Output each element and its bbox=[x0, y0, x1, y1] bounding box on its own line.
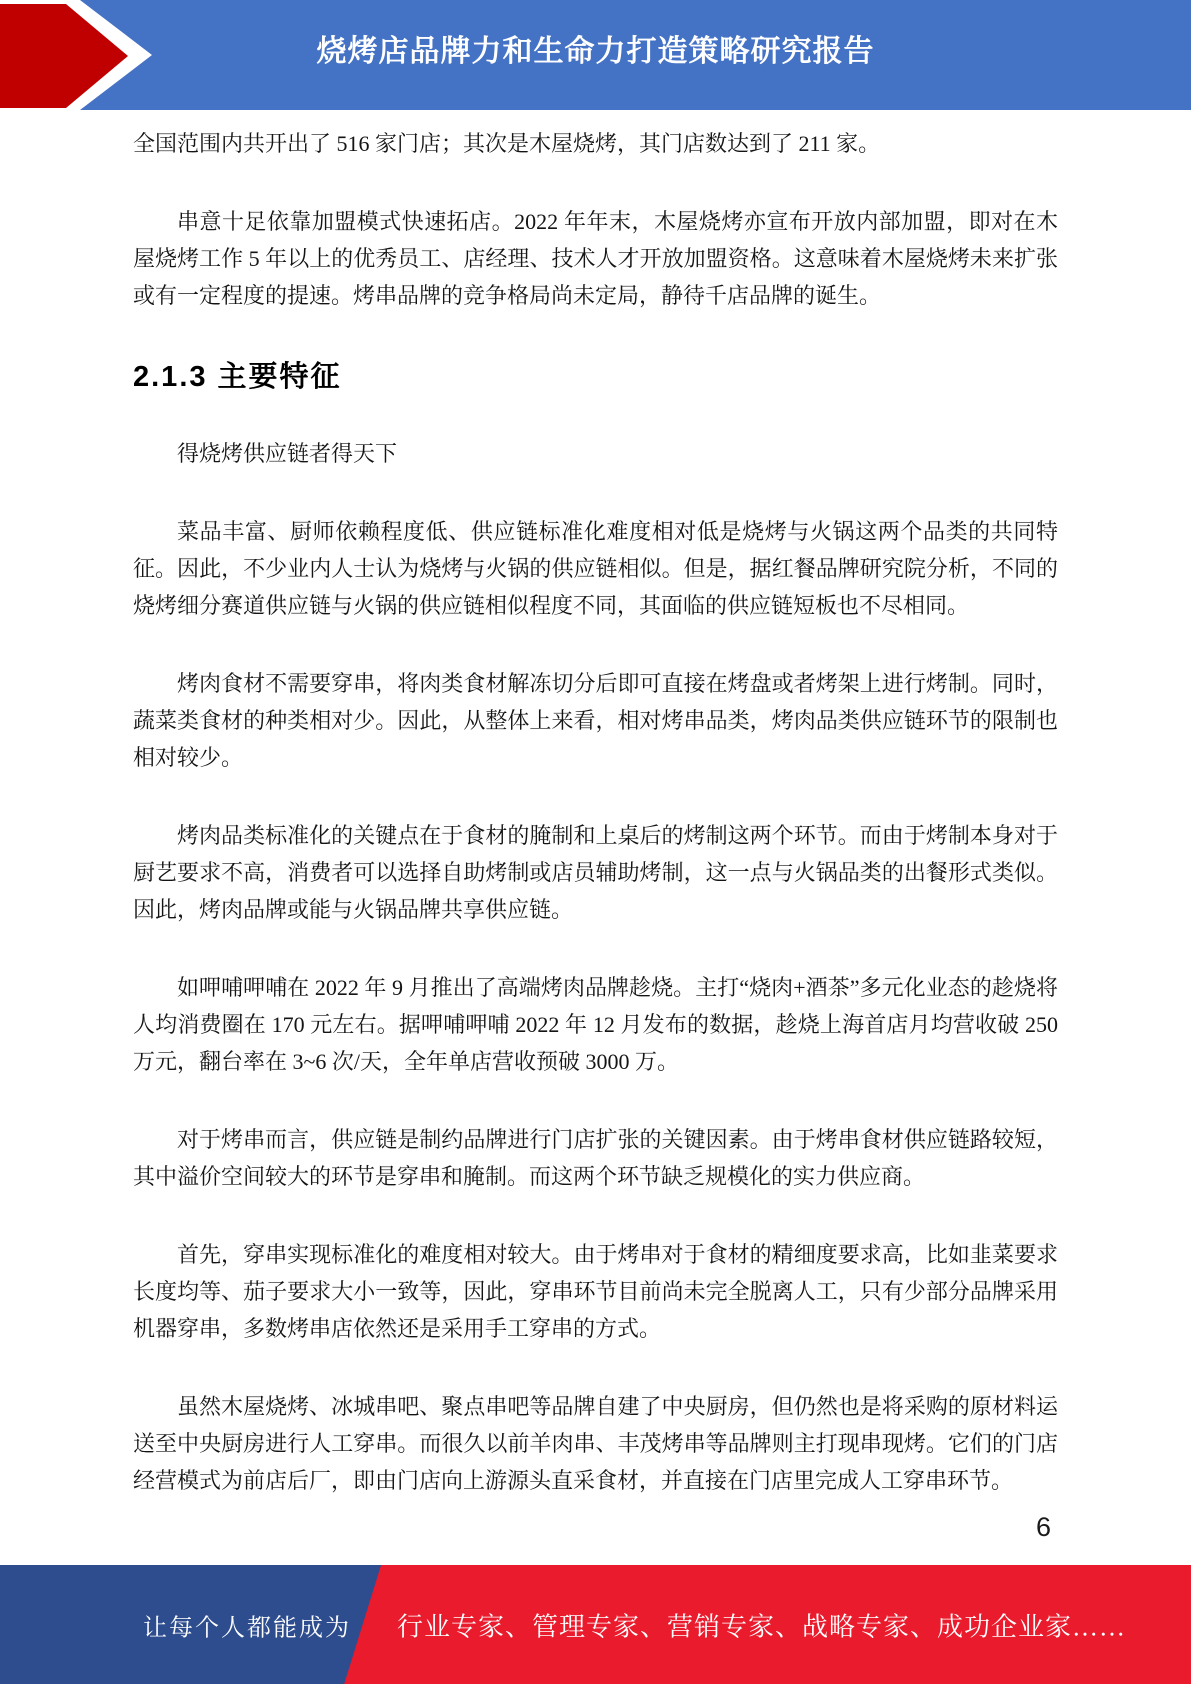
paragraph: 烤肉品类标准化的关键点在于食材的腌制和上桌后的烤制这两个环节。而由于烤制本身对于厨艺要求不高，消费者可以选择自助烤制或店员辅助烤制，这一点与火锅品类的出餐形式类似。因此，烤肉品牌或能与火锅品牌共享供应链。 bbox=[133, 823, 1058, 922]
section-heading: 2.1.3 主要特征 bbox=[133, 361, 342, 393]
footer-bar bbox=[0, 1565, 1191, 1684]
paragraph: 首先，穿串实现标准化的难度相对较大。由于烤串对于食材的精细度要求高，比如韭菜要求长度均等、茄子要求大小一致等，因此，穿串环节目前尚未完全脱离人工，只有少部分品牌采用机器穿串，多数烤串店依然还是采用手工穿串的方式。 bbox=[133, 1242, 1058, 1341]
report-title: 烧烤店品牌力和生命力打造策略研究报告 bbox=[316, 35, 875, 68]
paragraph: 对于烤串而言，供应链是制约品牌进行门店扩张的关键因素。由于烤串食材供应链路较短，其中溢价空间较大的环节是穿串和腌制。而这两个环节缺乏规模化的实力供应商。 bbox=[133, 1127, 1058, 1189]
paragraph: 串意十足依靠加盟模式快速拓店。2022 年年末，木屋烧烤亦宣布开放内部加盟，即对在木屋烧烤工作 5 年以上的优秀员工、店经理、技术人才开放加盟资格。这意味着木屋烧烤未来扩张或有一定程度的提速。烤串品牌的竞争格局尚未定局，静待千店品牌的诞生。 bbox=[133, 209, 1058, 308]
paragraph: 菜品丰富、厨师依赖程度低、供应链标准化难度相对低是烧烤与火锅这两个品类的共同特征。因此，不少业内人士认为烧烤与火锅的供应链相似。但是，据红餐品牌研究院分析，不同的烧烤细分赛道供应链与火锅的供应链相似程度不同，其面临的供应链短板也不尽相同。 bbox=[133, 519, 1058, 618]
page-number: 6 bbox=[1035, 1512, 1051, 1542]
footer-slogan-left: 让每个人都能成为 bbox=[143, 1614, 351, 1641]
paragraph: 虽然木屋烧烤、冰城串吧、聚点串吧等品牌自建了中央厨房，但仍然也是将采购的原材料运送至中央厨房进行人工穿串。而很久以前羊肉串、丰茂烤串等品牌则主打现串现烤。它们的门店经营模式为前店后厂，即由门店向上游源头直采食材，并直接在门店里完成人工穿串环节。 bbox=[133, 1394, 1058, 1493]
paragraph: 得烧烤供应链者得天下 bbox=[177, 441, 398, 466]
paragraph: 烤肉食材不需要穿串，将肉类食材解冻切分后即可直接在烤盘或者烤架上进行烤制。同时，蔬菜类食材的种类相对少。因此，从整体上来看，相对烤串品类，烤肉品类供应链环节的限制也相对较少。 bbox=[133, 671, 1058, 770]
paragraph: 如呷哺呷哺在 2022 年 9 月推出了高端烤肉品牌趁烧。主打“烧肉+酒茶”多元化业态的趁烧将人均消费圈在 170 元左右。据呷哺呷哺 2022 年 12 月发布的数据，趁烧上海首店月均营收破 250 万元，翻台率在 3~6 次/天，全年单店营收预破 3000 万。 bbox=[133, 975, 1058, 1074]
footer-slogan-right: 行业专家、管理专家、营销专家、战略专家、成功企业家…… bbox=[397, 1612, 1127, 1641]
header-bar bbox=[0, 0, 1191, 110]
document-body bbox=[133, 110, 1058, 1499]
paragraph: 全国范围内共开出了 516 家门店；其次是木屋烧烤，其门店数达到了 211 家。 bbox=[133, 131, 881, 156]
